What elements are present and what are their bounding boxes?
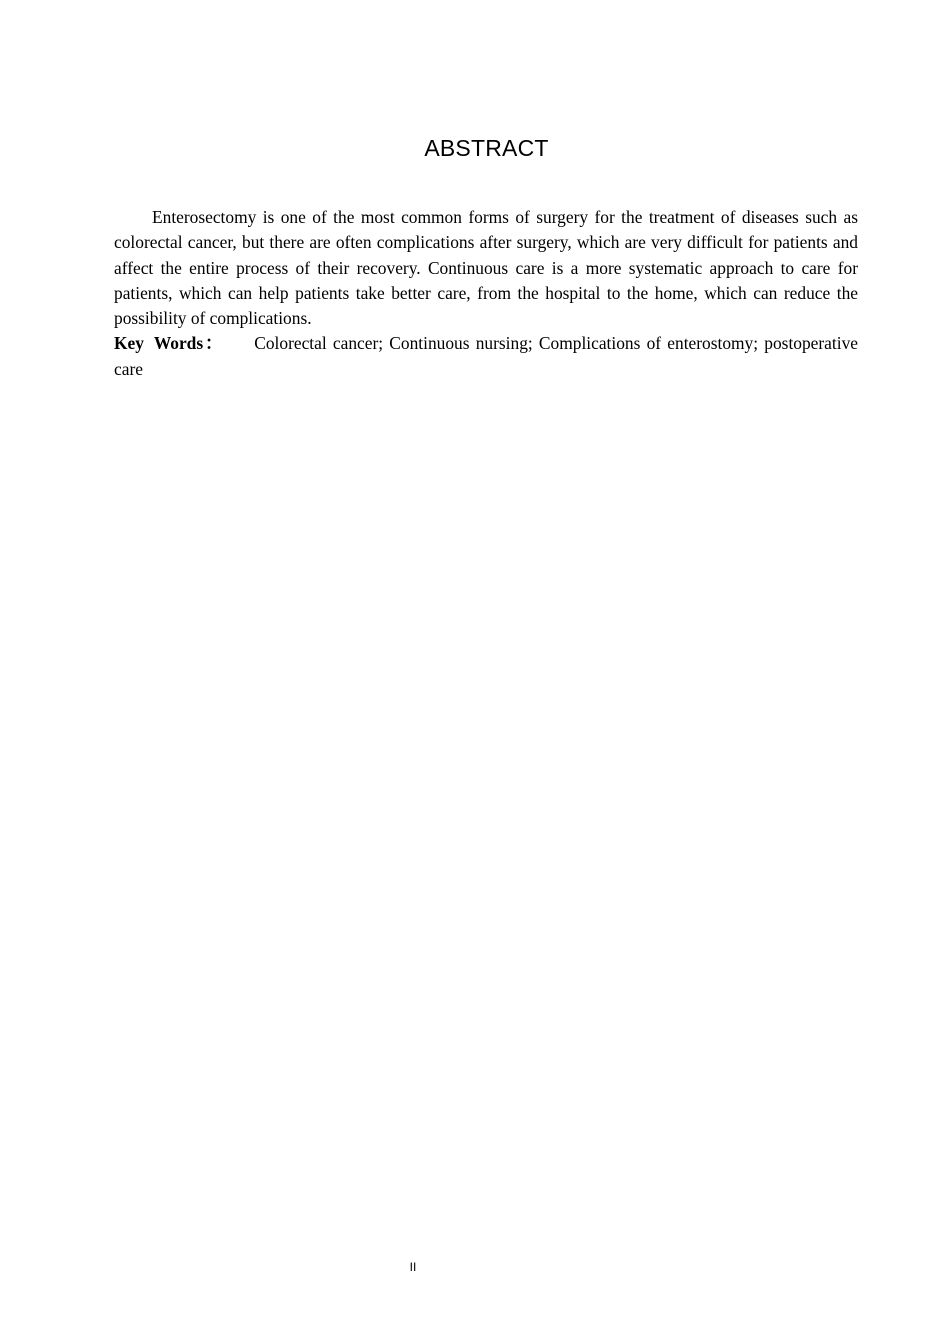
keywords-colon: ： <box>203 333 225 354</box>
keywords-label: Key Words <box>114 333 204 354</box>
abstract-title: ABSTRACT <box>424 135 549 161</box>
abstract-body <box>114 205 858 382</box>
keywords-line <box>114 331 858 382</box>
page-number: II <box>409 1260 417 1274</box>
abstract-paragraph: Enterosectomy is one of the most common forms of surgery for the treatment of diseases such as colorectal cancer, but there are often complications after surgery, which are very difficult for patients and affect the entire process of their recovery. Continuous care is a more systematic approach to care for patients, which can help patients take better care, from the hospital to the home, which can reduce the possibility of complications. <box>114 207 858 329</box>
keywords-text: Colorectal cancer; Continuous nursing; Complications of enterostomy; postoperative care <box>114 333 858 379</box>
